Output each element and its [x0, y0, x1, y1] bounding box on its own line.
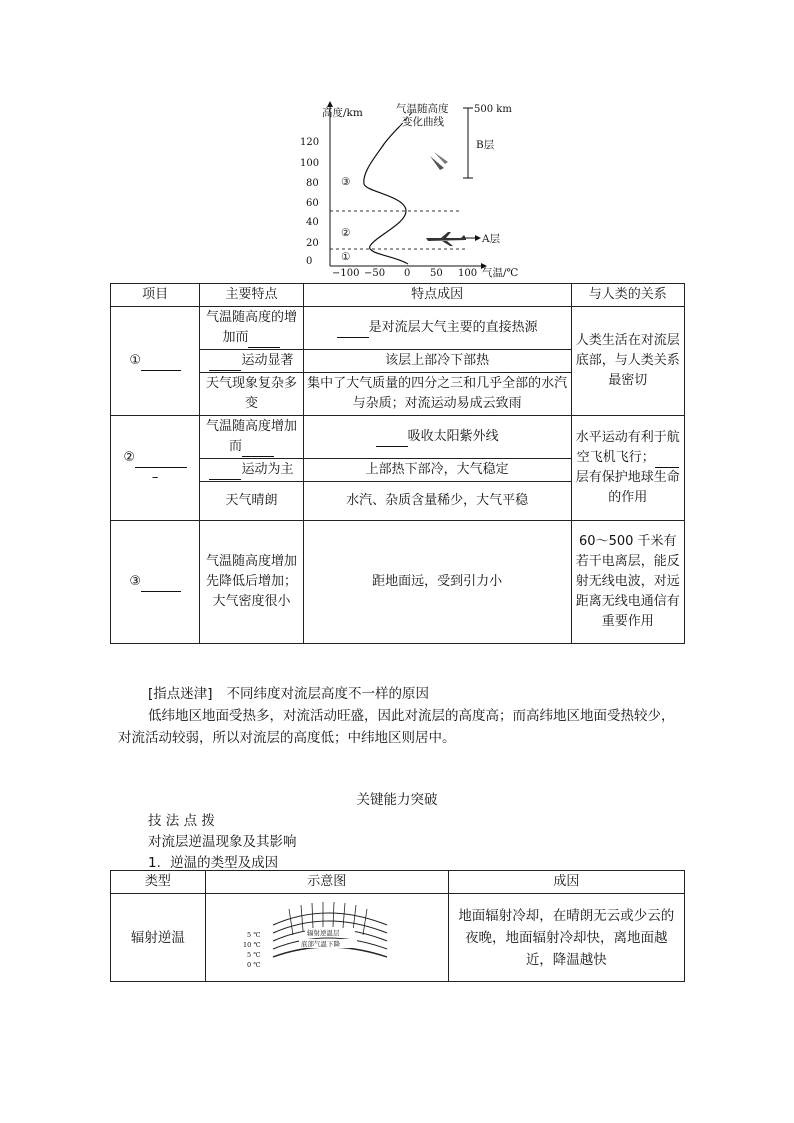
x-tick: −100 [332, 268, 360, 279]
answer-blank [135, 453, 187, 468]
table-row [111, 894, 685, 982]
feature-cell: 天气现象复杂多变 [200, 373, 303, 416]
y-tick: 80 [306, 178, 319, 189]
relation-cell: 60～500 千米有若干电离层，能反射无线电波，对远距离无线电通信有重要作用 [571, 521, 684, 644]
feature-text: 运动显著 [241, 353, 294, 368]
cooling-label: 底部气温下降 [300, 940, 340, 948]
diagram-cell [205, 894, 448, 982]
temp-label: 0 ℃ [246, 961, 261, 969]
temp-label: 10 ℃ [242, 941, 261, 949]
cause-text: 吸收太阳紫外线 [407, 429, 499, 444]
tip-label: [指点迷津] [148, 686, 213, 702]
relation-cell [571, 416, 684, 521]
section-title: 关键能力突破 [356, 792, 438, 808]
cause-cell: 上部热下部冷，大气稳定 [303, 459, 571, 482]
y-tick: 0 [306, 256, 313, 267]
header-type: 类型 [111, 871, 206, 894]
feature-text: 运动为主 [241, 462, 294, 477]
item-tail: – [151, 470, 159, 485]
table-row [111, 307, 685, 350]
x-tick: 100 [458, 268, 478, 279]
feature-cell: 天气晴朗 [200, 482, 303, 521]
relation-cell: 人类生活在对流层底部，与人类关系最密切 [571, 307, 684, 416]
answer-blank [141, 356, 181, 371]
item-number: ③ [129, 574, 141, 589]
header-diagram: 示意图 [205, 871, 448, 894]
cause-cell: 水汽、杂质含量稀少，大气平稳 [303, 482, 571, 521]
temp-label: 5 ℃ [246, 951, 261, 959]
inversion-types-table [110, 870, 685, 982]
item-number: ① [129, 353, 141, 368]
answer-blank [209, 356, 241, 371]
header-relation: 与人类的关系 [571, 284, 684, 307]
header-item: 项目 [111, 284, 200, 307]
tip-title: 不同纬度对流层高度不一样的原因 [226, 686, 430, 702]
type-cell: 辐射逆温 [111, 894, 206, 982]
answer-blank [655, 453, 679, 468]
layer-1-marker: ① [341, 251, 351, 263]
curve-label: 气温随高度 [396, 103, 449, 115]
item-cell [111, 416, 200, 521]
item-cell [111, 307, 200, 416]
answer-blank [209, 465, 241, 480]
tip-body: 低纬地区地面受热多，对流活动旺盛，因此对流层的高度高；而高纬地区地面受热较少，对流活动较弱，所以对流层的高度低；中纬地区则居中。 [118, 708, 675, 746]
cause-cell: 地面辐射冷却，在晴朗无云或少云的夜晚，地面辐射冷却快，离地面越近，降温越快 [448, 894, 684, 982]
table-row [111, 521, 685, 644]
x-axis-label: 气温/℃ [482, 267, 519, 279]
airplane-icon [426, 232, 466, 246]
cause-cell: 集中了大气质量的四分之三和几乎全部的水汽与杂质；对流运动易成云致雨 [303, 373, 571, 416]
y-tick: 100 [300, 158, 320, 169]
layer-b-label: B层 [476, 139, 495, 151]
curve-label: 变化曲线 [402, 116, 444, 128]
header-cause: 成因 [448, 871, 684, 894]
cause-cell: 距地面远，受到引力小 [303, 521, 571, 644]
radiation-inversion-diagram [237, 895, 417, 973]
subsection-heading: 技 法 点 拨 [148, 813, 215, 829]
answer-blank [337, 323, 369, 338]
atmosphere-temperature-figure [296, 96, 546, 281]
y-tick: 20 [306, 238, 319, 249]
relation-text: 水平运动有利于航空飞机飞行； [575, 430, 680, 465]
feature-cell [200, 416, 303, 459]
answer-blank [242, 442, 274, 457]
tip-heading [148, 683, 429, 705]
y-axis-label: 高度/km [322, 107, 363, 119]
y-tick: 120 [300, 137, 320, 148]
inversion-layer-label: 辐射逆温层 [306, 929, 340, 937]
cause-cell: 该层上部冷下部热 [303, 350, 571, 373]
feature-cell [200, 350, 303, 373]
answer-blank [376, 432, 408, 447]
cause-cell [303, 416, 571, 459]
layer-2-marker: ② [341, 227, 351, 239]
x-tick: 0 [404, 268, 411, 279]
answer-blank [248, 333, 280, 348]
temp-label: 5 ℃ [246, 931, 261, 939]
table-header-row [111, 284, 685, 307]
item-cell [111, 521, 200, 644]
y-tick: 60 [306, 198, 319, 209]
relation-text: 层有保护地球生命的作用 [575, 470, 680, 505]
feature-cell [200, 459, 303, 482]
temperature-curve [364, 126, 408, 264]
answer-blank [141, 577, 181, 592]
cause-cell [303, 307, 571, 350]
layer-3-marker: ③ [341, 176, 351, 188]
header-feature: 主要特点 [200, 284, 303, 307]
x-tick: 50 [430, 268, 443, 279]
feature-cell [200, 307, 303, 350]
subsection-heading: 对流层逆温现象及其影响 [148, 834, 297, 850]
top-altitude-label: 500 km [474, 104, 512, 115]
layer-a-label: A层 [482, 233, 501, 245]
item-number: ② [123, 450, 135, 465]
table-header-row [111, 871, 685, 894]
feature-text: 气温随高度增加而 [205, 419, 297, 454]
y-tick: 40 [306, 217, 319, 228]
feature-text: 气温随高度的增加而 [205, 310, 297, 345]
table-row [111, 416, 685, 459]
atmosphere-layers-table [110, 283, 685, 644]
subsection-heading: 1．逆温的类型及成因 [148, 855, 279, 871]
x-tick: −50 [364, 268, 386, 279]
header-cause: 特点成因 [303, 284, 571, 307]
feature-cell: 气温随高度增加先降低后增加；大气密度很小 [200, 521, 303, 644]
cause-text: 是对流层大气主要的直接热源 [368, 320, 538, 335]
